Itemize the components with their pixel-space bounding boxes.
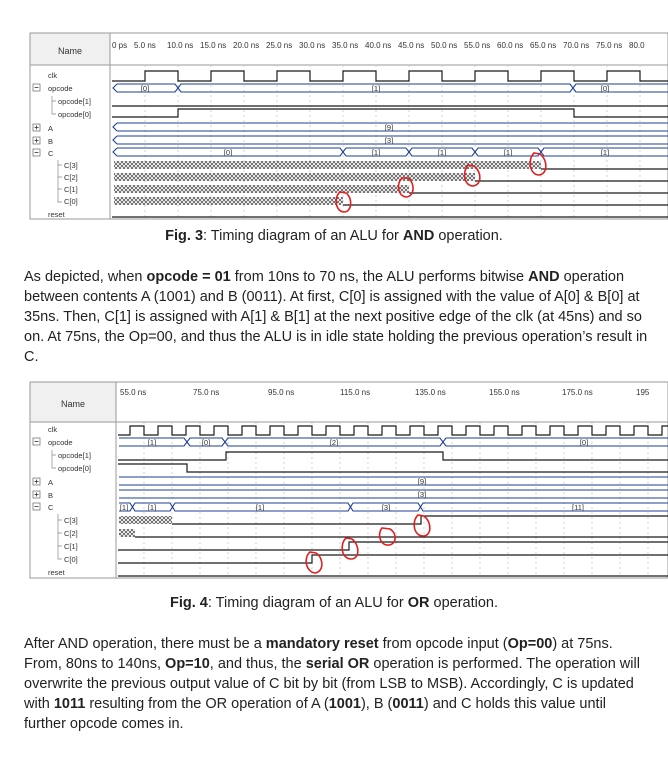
fig3-signal-opcode1: opcode[1] (58, 97, 91, 106)
fig4-c-value: [11] (572, 503, 584, 512)
fig4-opcode-value: [2] (329, 438, 339, 447)
fig3-c-value: [1] (437, 148, 447, 157)
para2-text: from opcode input ( (378, 636, 508, 652)
fig4-caption-suffix: operation. (429, 595, 499, 611)
fig4-opcode-value: [0] (579, 438, 589, 447)
para2-text: , and thus, the (209, 656, 306, 672)
fig4-signal-c1: C[1] (64, 542, 78, 551)
fig4-signal-clk: clk (48, 425, 58, 434)
fig3-caption-text: : Timing diagram of an ALU for (203, 228, 403, 244)
fig4-caption-op: OR (407, 595, 430, 611)
fig4-signal-c3: C[3] (64, 516, 78, 525)
fig3-opcode-value: [1] (371, 84, 381, 93)
fig3-signal-opcode0: opcode[0] (58, 110, 91, 119)
fig4-tick: 75.0 ns (193, 388, 220, 397)
fig4-caption (0, 595, 668, 611)
fig4-signal-c0: C[0] (64, 555, 78, 564)
fig3-timing-diagram (0, 0, 668, 228)
para1-text: As depicted, when (24, 269, 147, 285)
fig3-signal-c2: C[2] (64, 173, 78, 182)
para2-text: ) and C holds this value until further opcode comes in. (24, 696, 607, 732)
fig4-timing-diagram (0, 370, 668, 592)
fig4-tick: 135.0 ns (415, 388, 446, 397)
fig3-tick: 80.0 (629, 41, 645, 50)
paragraph-or-operation (24, 634, 648, 734)
fig3-tick: 60.0 ns (497, 41, 524, 50)
fig4-tick: 195 (636, 388, 650, 397)
para2-bold: Op=00 (507, 636, 553, 652)
para2-text: ) at 75ns. From, 80ns to 140ns, (24, 636, 613, 672)
para2-bold: Op=10 (165, 656, 210, 672)
fig4-opcode-value: [0] (201, 438, 211, 447)
fig3-signal-c: C (48, 149, 54, 158)
para1-text: from 10ns to 70 ns, the ALU performs bitwise (230, 269, 529, 285)
fig4-c-value: [1] (147, 503, 157, 512)
fig3-tick: 75.0 ns (596, 41, 623, 50)
fig4-tick: 155.0 ns (489, 388, 520, 397)
fig4-c-value: [1] (119, 503, 129, 512)
fig3-b-value: [3] (384, 136, 394, 145)
fig4-tick: 175.0 ns (562, 388, 593, 397)
fig3-signal-c3: C[3] (64, 161, 78, 170)
fig3-tick: 0 ps (112, 41, 128, 50)
para2-text: After AND operation, there must be a (24, 636, 266, 652)
fig4-signal-b: B (48, 491, 54, 500)
fig3-c-value: [1] (600, 148, 610, 157)
fig3-a-value: [9] (384, 123, 394, 132)
fig4-caption-label: Fig. 4 (169, 595, 208, 611)
fig3-opcode-value: [0] (140, 84, 150, 93)
fig3-c-value: [1] (503, 148, 513, 157)
para2-bold: mandatory reset (265, 636, 379, 652)
fig4-tick: 95.0 ns (268, 388, 295, 397)
para2-bold: serial OR (305, 656, 370, 672)
fig3-caption-suffix: operation. (434, 228, 503, 244)
fig4-tick: 55.0 ns (120, 388, 147, 397)
fig3-name-header: Name (57, 46, 83, 56)
fig4-caption-text: : Timing diagram of an ALU for (207, 595, 408, 611)
fig4-tick: 115.0 ns (340, 388, 371, 397)
fig4-signal-c: C (48, 503, 54, 512)
fig4-signal-a: A (48, 478, 54, 487)
fig3-signal-c0: C[0] (64, 197, 78, 206)
fig3-tick: 20.0 ns (233, 41, 260, 50)
fig3-tick: 15.0 ns (200, 41, 227, 50)
para1-bold: opcode = 01 (146, 269, 231, 285)
para2-bold: 1001 (328, 696, 361, 712)
fig4-signal-opcode0: opcode[0] (58, 464, 91, 473)
fig3-tick: 65.0 ns (530, 41, 557, 50)
fig3-c-value: [1] (371, 148, 381, 157)
fig3-time-axis (112, 41, 645, 50)
fig4-signal-opcode: opcode (48, 438, 73, 447)
fig3-signal-clk: clk (48, 71, 58, 80)
fig3-tick: 70.0 ns (563, 41, 590, 50)
para1-bold: AND (528, 269, 560, 285)
fig4-c-value: [1] (255, 503, 265, 512)
fig3-tick: 25.0 ns (266, 41, 293, 50)
fig3-caption-op: AND (402, 228, 435, 244)
fig3-tick: 35.0 ns (332, 41, 359, 50)
fig3-signal-b: B (48, 137, 54, 146)
fig4-b-value: [3] (417, 490, 427, 499)
fig4-signal-c2: C[2] (64, 529, 78, 538)
fig3-tick: 30.0 ns (299, 41, 326, 50)
fig4-name-header: Name (60, 399, 86, 409)
para1-text: operation between contents A (1001) and B (0011). At first, C[0] is assigned with the value of A[0] & B[0] at 35ns. Then, C[1] is assigned with A[1] & B[1] at the next positive edge of the clk (at 45ns) and so on. At 75ns, the Op=00, and thus the ALU is in idle state holding the previous operation’s result in C. (24, 269, 648, 365)
fig3-c-value: [0] (223, 148, 233, 157)
fig3-tick: 10.0 ns (167, 41, 194, 50)
fig4-opcode-value: [1] (147, 438, 157, 447)
para2-bold: 1011 (53, 696, 86, 712)
para2-bold: 0011 (392, 696, 424, 712)
fig4-a-value: [9] (417, 477, 427, 486)
fig4-signal-reset: reset (48, 568, 65, 577)
para2-text: operation is performed. The operation will overwrite the previous output value of C bit by bit (from LSB to MSB). Accordingly, C is updated with (24, 656, 640, 712)
fig4-c-value: [3] (381, 503, 391, 512)
paragraph-and-operation (24, 267, 648, 367)
fig3-signal-reset: reset (48, 210, 65, 219)
fig3-tick: 45.0 ns (398, 41, 425, 50)
para2-text: ), B ( (360, 696, 393, 712)
fig3-signal-c1: C[1] (64, 185, 78, 194)
fig3-signal-opcode: opcode (48, 84, 73, 93)
fig3-tick: 55.0 ns (464, 41, 491, 50)
fig3-tick: 50.0 ns (431, 41, 458, 50)
fig3-signal-a: A (48, 124, 54, 133)
fig3-caption-label: Fig. 3 (165, 228, 204, 244)
para2-text: resulting from the OR operation of A ( (85, 696, 329, 712)
fig3-tick: 5.0 ns (134, 41, 156, 50)
fig3-caption (0, 228, 668, 244)
fig3-opcode-value: [0] (600, 84, 610, 93)
fig3-tick: 40.0 ns (365, 41, 392, 50)
fig4-signal-opcode1: opcode[1] (58, 451, 91, 460)
